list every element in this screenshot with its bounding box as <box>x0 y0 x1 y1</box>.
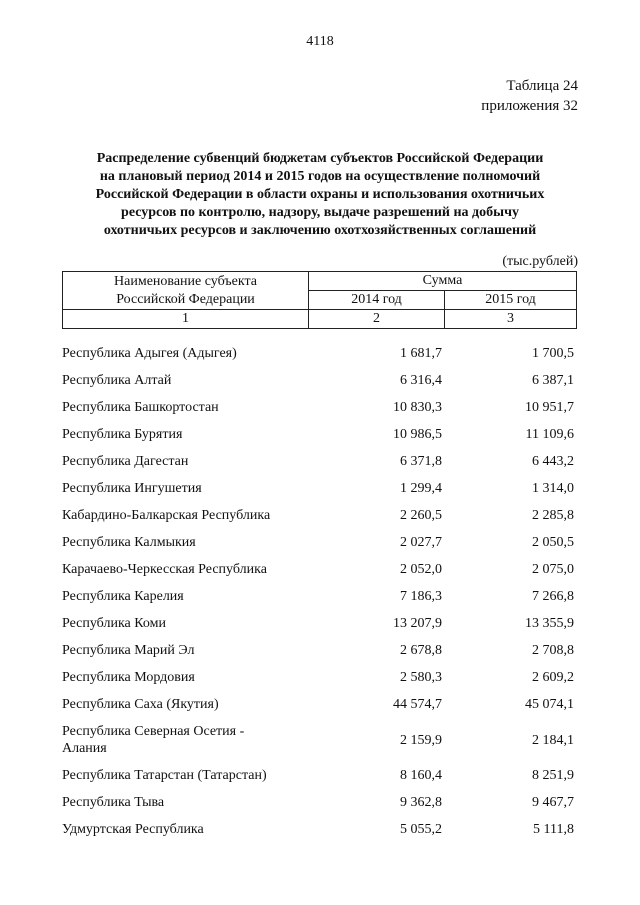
value-2015: 1 314,0 <box>532 480 574 496</box>
table-row <box>62 691 577 718</box>
subject-name: Республика Ингушетия <box>62 480 202 496</box>
subject-name-line2: Алания <box>62 741 107 756</box>
subject-name: Республика Марий Эл <box>62 642 195 658</box>
value-2014: 2 027,7 <box>400 534 442 550</box>
subject-name: Республика Башкортостан <box>62 399 219 415</box>
title-line: на плановый период 2014 и 2015 годов на осуществление полномочий <box>99 169 541 184</box>
value-2015: 45 074,1 <box>525 696 574 712</box>
subject-name: Республика Дагестан <box>62 453 189 469</box>
subject-name: Республика Карелия <box>62 588 184 604</box>
value-2015: 2 708,8 <box>532 642 574 658</box>
subject-name: Республика Алтай <box>62 372 172 388</box>
subject-name: Республика Адыгея (Адыгея) <box>62 345 237 361</box>
value-2015: 2 050,5 <box>532 534 574 550</box>
subject-name <box>62 723 307 757</box>
header-col-number-1: 1 <box>63 310 309 329</box>
page-number: 4118 <box>306 34 334 49</box>
value-2015: 13 355,9 <box>525 615 574 631</box>
table-row <box>62 394 577 421</box>
table-row <box>62 583 577 610</box>
title-line: охотничьих ресурсов и заключению охотхозяйственных соглашений <box>103 223 537 238</box>
title-line: ресурсов по контролю, надзору, выдаче разрешений на добычу <box>121 205 519 220</box>
header-year-2015: 2015 год <box>445 291 577 310</box>
table-ref-line2: приложения 32 <box>481 98 578 114</box>
table-row <box>62 789 577 816</box>
table-row <box>62 475 577 502</box>
value-2014: 2 159,9 <box>400 732 442 748</box>
subject-name: Республика Мордовия <box>62 669 195 685</box>
table-row <box>62 340 577 367</box>
title-line: Российской Федерации в области охраны и использования охотничьих <box>95 187 545 202</box>
value-2015: 2 075,0 <box>532 561 574 577</box>
subject-name: Кабардино-Балкарская Республика <box>62 507 271 523</box>
subject-name: Удмуртская Республика <box>62 821 204 837</box>
value-2015: 10 951,7 <box>525 399 574 415</box>
table-header <box>62 271 577 329</box>
header-year-2014: 2014 год <box>309 291 445 310</box>
value-2015: 7 266,8 <box>532 588 574 604</box>
table-row <box>62 816 577 843</box>
table-row <box>62 448 577 475</box>
value-2014: 9 362,8 <box>400 794 442 810</box>
value-2015: 9 467,7 <box>532 794 574 810</box>
header-sum: Сумма <box>309 272 577 291</box>
value-2014: 10 830,3 <box>393 399 442 415</box>
value-2015: 6 387,1 <box>532 372 574 388</box>
subject-name-line1: Республика Северная Осетия - <box>62 724 245 739</box>
header-col-number-2: 2 <box>309 310 445 329</box>
table-row <box>62 556 577 583</box>
table-row <box>62 637 577 664</box>
table-reference <box>481 76 578 116</box>
header-subject-line2: Российской Федерации <box>116 291 255 307</box>
table-row <box>62 529 577 556</box>
value-2014: 2 678,8 <box>400 642 442 658</box>
value-2015: 2 609,2 <box>532 669 574 685</box>
value-2014: 6 371,8 <box>400 453 442 469</box>
units-label: (тыс.рублей) <box>502 254 578 269</box>
value-2015: 2 285,8 <box>532 507 574 523</box>
value-2014: 8 160,4 <box>400 767 442 783</box>
value-2014: 1 681,7 <box>400 345 442 361</box>
value-2015: 1 700,5 <box>532 345 574 361</box>
table-row <box>62 502 577 529</box>
table-row <box>62 762 577 789</box>
header-subject-line1: Наименование субъекта <box>114 273 257 289</box>
value-2015: 5 111,8 <box>533 821 574 837</box>
subject-name: Республика Калмыкия <box>62 534 196 550</box>
value-2015: 6 443,2 <box>532 453 574 469</box>
subject-name: Республика Бурятия <box>62 426 183 442</box>
subject-name: Республика Тыва <box>62 794 165 810</box>
subject-name: Республика Саха (Якутия) <box>62 696 219 712</box>
table-row <box>62 421 577 448</box>
table-row <box>62 718 577 762</box>
subject-name: Республика Коми <box>62 615 166 631</box>
value-2014: 1 299,4 <box>400 480 442 496</box>
value-2014: 6 316,4 <box>400 372 442 388</box>
header-col-number-3: 3 <box>445 310 577 329</box>
document-title <box>60 150 580 240</box>
value-2014: 10 986,5 <box>393 426 442 442</box>
value-2015: 11 109,6 <box>525 426 574 442</box>
table-row <box>62 367 577 394</box>
value-2014: 7 186,3 <box>400 588 442 604</box>
subject-name: Карачаево-Черкесская Республика <box>62 561 267 577</box>
value-2014: 2 052,0 <box>400 561 442 577</box>
value-2014: 44 574,7 <box>393 696 442 712</box>
subject-name: Республика Татарстан (Татарстан) <box>62 767 267 783</box>
table-ref-line1: Таблица 24 <box>506 78 578 94</box>
value-2015: 2 184,1 <box>532 732 574 748</box>
table-body <box>62 340 577 843</box>
header-subject-name <box>63 272 309 310</box>
value-2014: 5 055,2 <box>400 821 442 837</box>
value-2015: 8 251,9 <box>532 767 574 783</box>
table-row <box>62 610 577 637</box>
value-2014: 2 580,3 <box>400 669 442 685</box>
title-line: Распределение субвенций бюджетам субъектов Российской Федерации <box>96 151 544 166</box>
value-2014: 13 207,9 <box>393 615 442 631</box>
table-row <box>62 664 577 691</box>
value-2014: 2 260,5 <box>400 507 442 523</box>
